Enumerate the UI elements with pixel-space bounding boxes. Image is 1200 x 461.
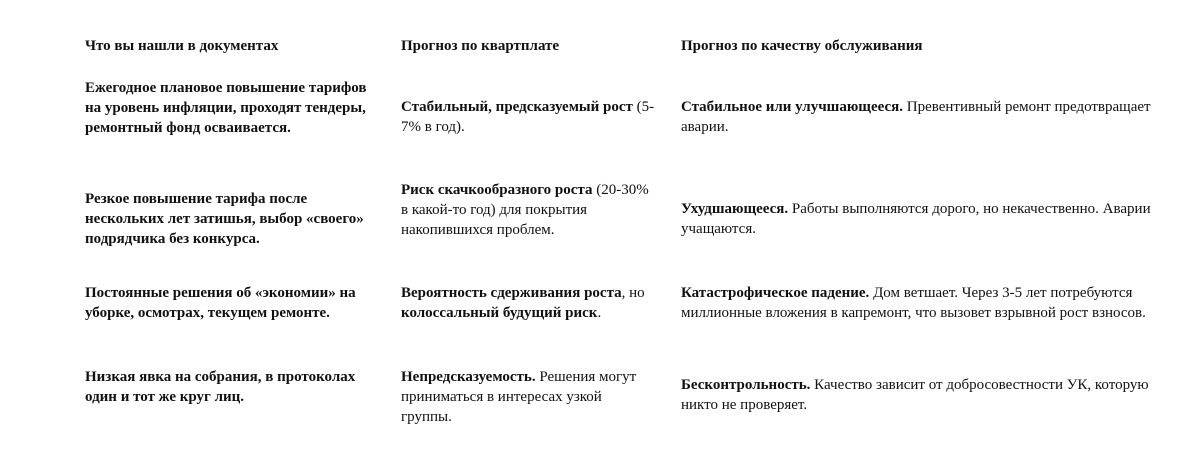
finding-cell: Ежегодное плановое повышение тарифов на уровень инфляции, проходят тендеры, ремонтный фонд осваивается.	[85, 80, 367, 136]
rent-forecast-text-2: .	[597, 305, 602, 321]
column-header-findings: Что вы нашли в документах	[85, 38, 279, 54]
rent-forecast-bold: Вероятность сдерживания роста	[401, 285, 622, 301]
column-header-service-forecast: Прогноз по качеству обслуживания	[681, 38, 923, 54]
service-forecast-text: Работы выполняются дорого, но некачественно. Аварии учащаются.	[681, 201, 1151, 237]
rent-forecast-text: (20-30% в какой-то год) для покрытия накопившихся проблем.	[401, 182, 649, 238]
finding-cell: Низкая явка на собрания, в протоколах один и тот же круг лиц.	[85, 369, 356, 405]
rent-forecast-cell	[401, 97, 656, 137]
rent-forecast-cell	[401, 367, 656, 427]
service-forecast-bold: Стабильное или улучшающееся.	[681, 99, 903, 115]
service-forecast-bold: Ухудшающееся.	[681, 201, 789, 217]
finding-cell: Постоянные решения об «экономии» на уборке, осмотрах, текущем ремонте.	[85, 285, 356, 321]
finding-cell: Резкое повышение тарифа после нескольких лет затишья, выбор «своего» подрядчика без конкурса.	[85, 191, 364, 247]
service-forecast-cell	[681, 283, 1151, 323]
rent-forecast-text: Решения могут приниматься в интересах узкой группы.	[401, 369, 637, 425]
service-forecast-cell	[681, 97, 1151, 137]
service-forecast-cell	[681, 375, 1151, 415]
service-forecast-text: Качество зависит от добросовестности УК, которую никто не проверяет.	[681, 377, 1149, 413]
service-forecast-bold: Бесконтрольность.	[681, 377, 811, 393]
service-forecast-text: Превентивный ремонт предотвращает аварии.	[681, 99, 1151, 135]
rent-forecast-cell	[401, 180, 656, 240]
service-forecast-text: Дом ветшает. Через 3-5 лет потребуются миллионные вложения в капремонт, что вызовет взрывной рост взносов.	[681, 285, 1146, 321]
rent-forecast-text: , но	[621, 285, 645, 301]
rent-forecast-bold: Стабильный, предсказуемый рост	[401, 99, 633, 115]
column-header-rent-forecast: Прогноз по квартплате	[401, 38, 560, 54]
rent-forecast-bold: Риск скачкообразного роста	[401, 182, 593, 198]
rent-forecast-bold-2: колоссальный будущий риск	[401, 305, 598, 321]
rent-forecast-cell	[401, 283, 656, 323]
service-forecast-cell	[681, 199, 1151, 239]
service-forecast-bold: Катастрофическое падение.	[681, 285, 870, 301]
rent-forecast-text: (5-7% в год).	[401, 99, 655, 135]
rent-forecast-bold: Непредсказуемость.	[401, 369, 536, 385]
